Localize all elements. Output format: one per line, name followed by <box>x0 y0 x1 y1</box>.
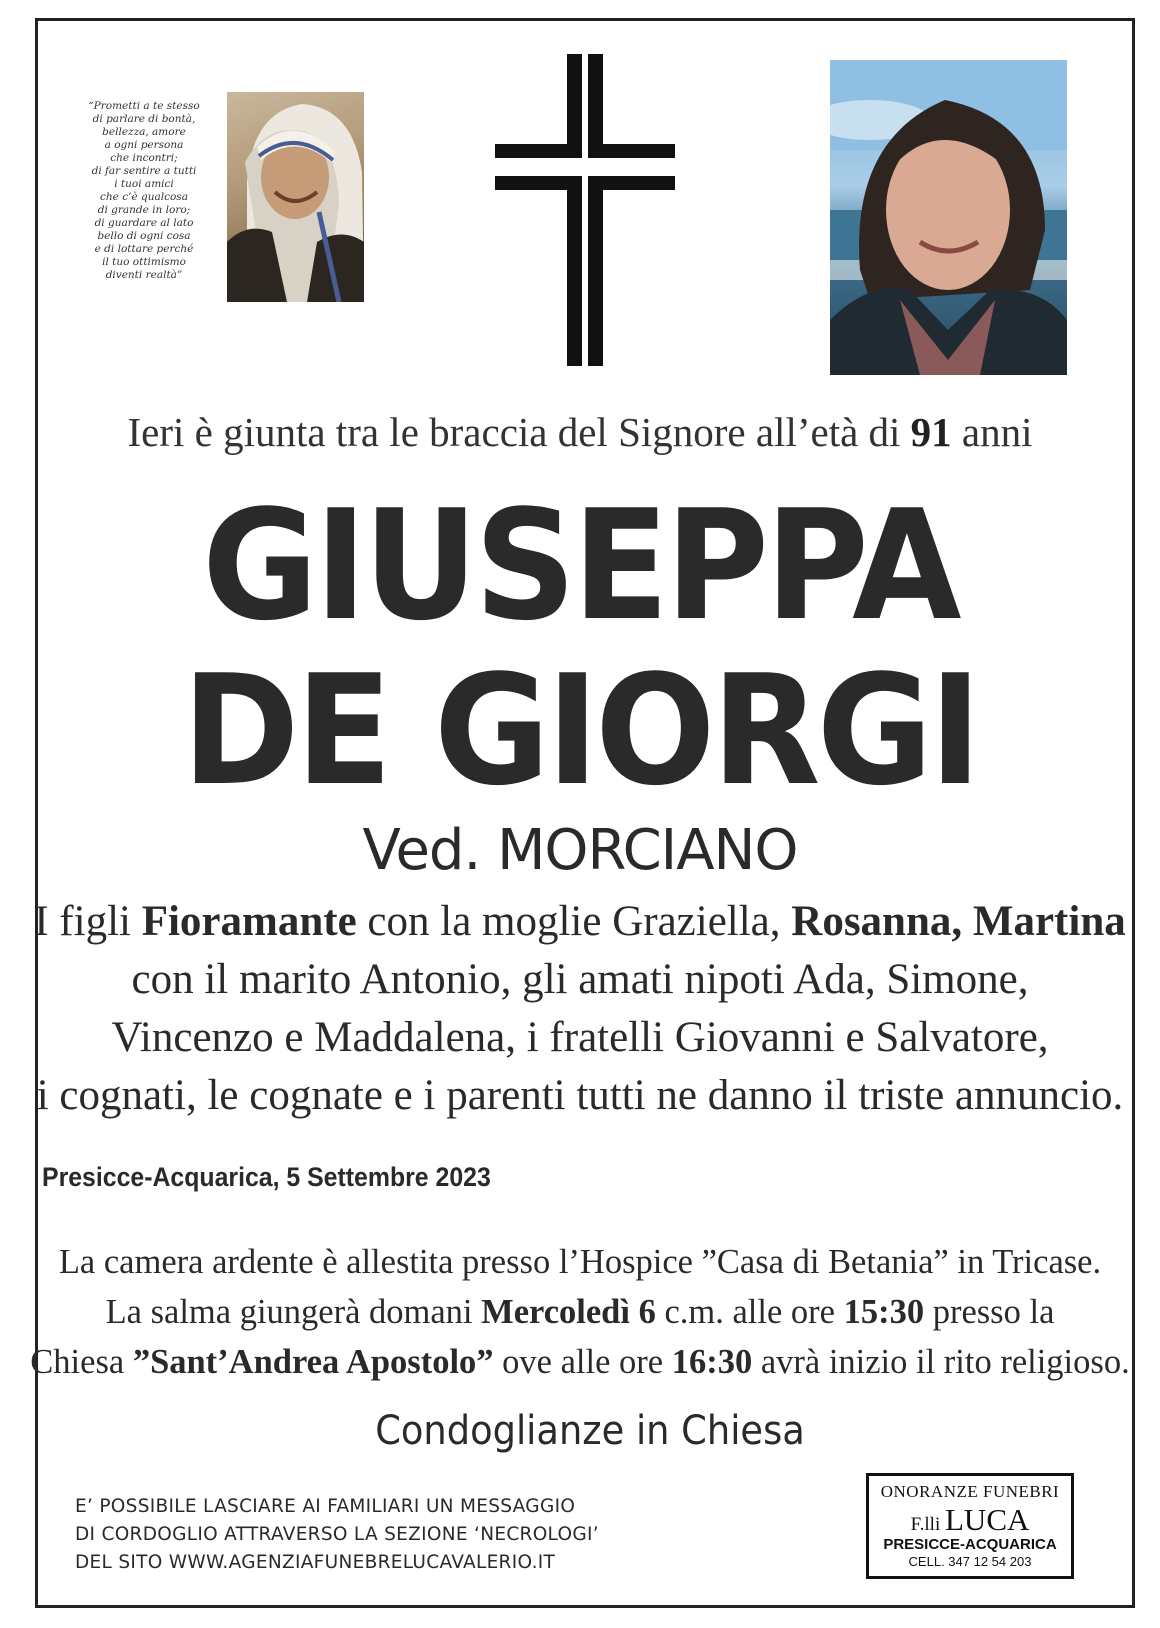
deceased-first-name: GIUSEPPA <box>202 477 958 654</box>
agency-line-1: ONORANZE FUNEBRI <box>880 1482 1060 1501</box>
info-day: Mercoledì 6 <box>481 1293 656 1331</box>
intro-text: Ieri è giunta tra le braccia del Signore all’età di <box>127 409 911 455</box>
family-line-3: Vincenzo e Maddalena, i fratelli Giovanni e Salvatore, <box>111 1014 1049 1061</box>
info-text: presso la <box>924 1293 1055 1331</box>
info-text: avrà inizio il rito religioso. <box>752 1343 1130 1381</box>
family-name-bold: Rosanna <box>791 898 952 945</box>
info-line-3 <box>0 1336 1160 1388</box>
agency-name: LUCA <box>945 1502 1030 1537</box>
family-name-bold: Fioramante <box>141 898 357 945</box>
mother-teresa-photo <box>227 92 364 302</box>
family-text: , <box>951 898 973 945</box>
deceased-portrait-photo <box>830 60 1067 375</box>
age: 91 <box>910 409 952 455</box>
intro-line <box>0 408 1160 456</box>
church-name: ”Sant’Andrea Apostolo” <box>132 1343 494 1381</box>
agency-prefix: F.lli <box>910 1514 945 1535</box>
deceased-last-name: DE GIORGI <box>182 642 978 819</box>
info-time: 15:30 <box>843 1293 925 1331</box>
condolences: Condoglianze in Chiesa <box>375 1408 805 1454</box>
message-notice <box>75 1493 599 1577</box>
agency-phone: CELL. 347 12 54 203 <box>908 1554 1032 1569</box>
agency-town: PRESICCE-ACQUARICA <box>883 1536 1057 1553</box>
family-line-1 <box>0 893 1160 951</box>
family-line-4: i cognati, le cognate e i parenti tutti ne danno il triste annuncio. <box>36 1072 1124 1119</box>
mother-teresa-quote: “Prometti a te stesso di parlare di bontà, bellezza, amore a ogni persona che incontri; di far sentire a tutti i tuoi amici che c’è qualcosa di grande in loro; di guardare al lato bello di ogni cosa e di lottare perché il tuo ottimismo diventi realtà” <box>88 100 200 281</box>
info-text: c.m. alle ore <box>655 1293 844 1331</box>
info-line-1: La camera ardente è allestita presso l’Hospice ”Casa di Betania” in Tricase. <box>58 1243 1102 1281</box>
info-time: 16:30 <box>671 1343 753 1381</box>
cross-icon <box>495 54 675 366</box>
info-text: Chiesa <box>30 1343 133 1381</box>
info-text: ove alle ore <box>493 1343 672 1381</box>
message-line-2: DI CORDOGLIO ATTRAVERSO LA SEZIONE ‘NECROLOGI’ <box>75 1524 599 1545</box>
place-date: Presicce-Acquarica, 5 Settembre 2023 <box>42 1162 491 1192</box>
family-text: I figli <box>34 898 142 945</box>
message-line-1: E’ POSSIBILE LASCIARE AI FAMILIARI UN MESSAGGIO <box>75 1496 576 1517</box>
info-line-2 <box>0 1286 1160 1338</box>
message-line-3: DEL SITO WWW.AGENZIAFUNEBRELUCAVALERIO.IT <box>75 1552 556 1573</box>
family-text: con la moglie Graziella, <box>356 898 792 945</box>
info-text: La salma giungerà domani <box>105 1293 482 1331</box>
family-line-2: con il marito Antonio, gli amati nipoti Ada, Simone, <box>131 956 1029 1003</box>
widow-of: Ved. MORCIANO <box>362 818 798 883</box>
funeral-agency-badge <box>866 1473 1074 1579</box>
agency-name-line <box>869 1502 1071 1538</box>
family-name-bold: Martina <box>972 898 1126 945</box>
intro-text-end: anni <box>951 409 1033 455</box>
